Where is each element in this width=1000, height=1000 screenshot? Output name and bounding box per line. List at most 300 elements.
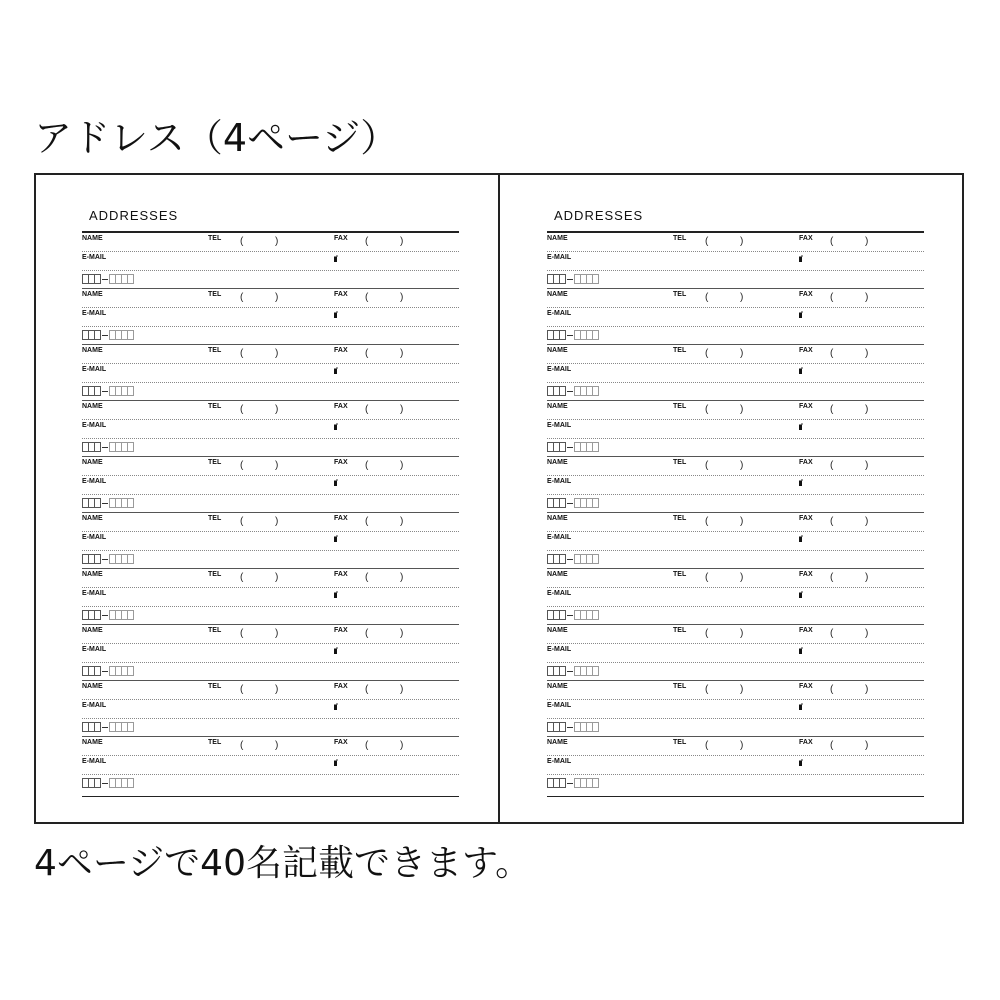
address-entry xyxy=(82,457,459,513)
tel-area-close: ) xyxy=(740,572,744,583)
address-entry xyxy=(82,289,459,345)
page-heading: アドレス（4ページ） xyxy=(34,116,399,160)
email-label: E-MAIL xyxy=(82,758,107,765)
email-label: E-MAIL xyxy=(547,422,572,429)
tel-area-open: ( xyxy=(705,404,709,415)
email-label: E-MAIL xyxy=(82,422,107,429)
tel-area-close: ) xyxy=(740,628,744,639)
address-entry xyxy=(547,457,924,513)
email-line xyxy=(547,270,924,271)
fax-area-open: ( xyxy=(365,740,369,751)
fax-label: FAX xyxy=(334,347,348,354)
postal-dash xyxy=(567,559,573,560)
bottom-rule xyxy=(82,796,459,797)
name-label: NAME xyxy=(82,403,103,410)
email-line xyxy=(82,774,459,775)
postal-box xyxy=(127,330,134,340)
postal-code-boxes xyxy=(82,273,133,285)
postal-box xyxy=(592,722,599,732)
fax-area-close: ) xyxy=(865,460,869,471)
fax-label: FAX xyxy=(334,291,348,298)
postal-box xyxy=(94,274,101,284)
tel-area-close: ) xyxy=(740,460,744,471)
address-entry xyxy=(82,401,459,457)
email-line xyxy=(82,326,459,327)
tel-area-close: ) xyxy=(740,516,744,527)
tel-area-open: ( xyxy=(705,292,709,303)
fax-area-open: ( xyxy=(365,628,369,639)
tel-area-open: ( xyxy=(705,572,709,583)
fax-label: FAX xyxy=(334,403,348,410)
address-entry xyxy=(547,233,924,289)
tel-area-close: ) xyxy=(275,348,279,359)
tel-area-open: ( xyxy=(705,236,709,247)
name-line xyxy=(82,363,459,364)
postal-code-boxes xyxy=(82,553,133,565)
name-line xyxy=(82,699,459,700)
postal-box xyxy=(127,610,134,620)
fax-area-open: ( xyxy=(830,740,834,751)
address-sheet xyxy=(82,231,459,797)
mobile-phone-icon xyxy=(334,591,338,598)
email-label: E-MAIL xyxy=(82,254,107,261)
fax-label: FAX xyxy=(799,459,813,466)
postal-code-boxes xyxy=(547,497,598,509)
mobile-phone-icon xyxy=(334,759,338,766)
fax-area-open: ( xyxy=(365,404,369,415)
name-line xyxy=(82,419,459,420)
mobile-phone-icon xyxy=(334,703,338,710)
postal-dash xyxy=(567,615,573,616)
email-label: E-MAIL xyxy=(547,534,572,541)
mobile-phone-icon xyxy=(334,423,338,430)
tel-area-open: ( xyxy=(705,460,709,471)
tel-label: TEL xyxy=(208,571,222,578)
email-label: E-MAIL xyxy=(82,310,107,317)
address-entry xyxy=(547,513,924,569)
address-entry xyxy=(547,681,924,737)
fax-label: FAX xyxy=(334,683,348,690)
postal-box xyxy=(559,610,566,620)
tel-area-open: ( xyxy=(705,628,709,639)
postal-box xyxy=(592,330,599,340)
postal-box xyxy=(592,386,599,396)
email-line xyxy=(547,326,924,327)
email-label: E-MAIL xyxy=(82,534,107,541)
name-label: NAME xyxy=(547,739,568,746)
name-label: NAME xyxy=(547,403,568,410)
postal-box xyxy=(127,554,134,564)
fax-label: FAX xyxy=(799,291,813,298)
email-label: E-MAIL xyxy=(547,478,572,485)
tel-area-close: ) xyxy=(740,684,744,695)
postal-box xyxy=(559,386,566,396)
tel-area-open: ( xyxy=(240,516,244,527)
postal-code-boxes xyxy=(82,329,133,341)
name-label: NAME xyxy=(547,291,568,298)
tel-label: TEL xyxy=(673,235,687,242)
email-line xyxy=(547,382,924,383)
postal-box xyxy=(94,498,101,508)
name-line xyxy=(82,587,459,588)
tel-area-close: ) xyxy=(275,740,279,751)
tel-label: TEL xyxy=(673,459,687,466)
postal-code-boxes xyxy=(547,665,598,677)
mobile-phone-icon xyxy=(334,535,338,542)
tel-label: TEL xyxy=(673,683,687,690)
name-line xyxy=(547,251,924,252)
name-label: NAME xyxy=(82,291,103,298)
address-entry xyxy=(547,625,924,681)
address-entry xyxy=(82,513,459,569)
tel-area-close: ) xyxy=(275,628,279,639)
email-line xyxy=(547,662,924,663)
address-entry xyxy=(547,569,924,625)
name-line xyxy=(82,643,459,644)
center-fold xyxy=(498,173,500,824)
fax-area-close: ) xyxy=(865,628,869,639)
postal-box xyxy=(94,722,101,732)
tel-area-open: ( xyxy=(705,740,709,751)
email-label: E-MAIL xyxy=(547,254,572,261)
email-line xyxy=(82,382,459,383)
name-label: NAME xyxy=(547,515,568,522)
name-label: NAME xyxy=(82,235,103,242)
mobile-phone-icon xyxy=(799,703,803,710)
address-entry xyxy=(82,569,459,625)
caption-text: 4ページで40名記載できます。 xyxy=(34,843,532,884)
fax-area-close: ) xyxy=(400,292,404,303)
fax-area-open: ( xyxy=(365,348,369,359)
email-label: E-MAIL xyxy=(82,646,107,653)
postal-dash xyxy=(102,447,108,448)
tel-area-open: ( xyxy=(240,292,244,303)
tel-area-close: ) xyxy=(275,516,279,527)
postal-box xyxy=(94,386,101,396)
fax-area-open: ( xyxy=(830,404,834,415)
email-line xyxy=(82,494,459,495)
fax-area-open: ( xyxy=(830,292,834,303)
left-page xyxy=(36,175,501,822)
email-label: E-MAIL xyxy=(82,366,107,373)
fax-area-close: ) xyxy=(400,572,404,583)
mobile-phone-icon xyxy=(799,311,803,318)
postal-dash xyxy=(102,559,108,560)
fax-area-open: ( xyxy=(365,236,369,247)
postal-box xyxy=(94,554,101,564)
fax-area-close: ) xyxy=(400,628,404,639)
postal-code-boxes xyxy=(82,497,133,509)
email-label: E-MAIL xyxy=(547,310,572,317)
name-line xyxy=(547,419,924,420)
tel-label: TEL xyxy=(673,403,687,410)
tel-label: TEL xyxy=(673,291,687,298)
postal-dash xyxy=(567,727,573,728)
fax-label: FAX xyxy=(334,739,348,746)
fax-area-close: ) xyxy=(865,236,869,247)
postal-box xyxy=(127,442,134,452)
address-entry xyxy=(547,737,924,793)
email-line xyxy=(547,550,924,551)
postal-code-boxes xyxy=(82,721,133,733)
email-label: E-MAIL xyxy=(547,758,572,765)
address-entry xyxy=(547,289,924,345)
tel-area-open: ( xyxy=(240,348,244,359)
postal-dash xyxy=(102,615,108,616)
name-line xyxy=(82,307,459,308)
tel-area-close: ) xyxy=(740,236,744,247)
postal-dash xyxy=(567,447,573,448)
fax-area-open: ( xyxy=(830,572,834,583)
email-label: E-MAIL xyxy=(547,702,572,709)
postal-box xyxy=(592,610,599,620)
address-entry xyxy=(82,233,459,289)
bottom-rule xyxy=(547,796,924,797)
page-title: ADDRESSES xyxy=(89,208,179,223)
postal-code-boxes xyxy=(82,777,133,789)
fax-area-close: ) xyxy=(400,516,404,527)
fax-label: FAX xyxy=(799,515,813,522)
postal-code-boxes xyxy=(82,385,133,397)
mobile-phone-icon xyxy=(334,255,338,262)
name-label: NAME xyxy=(547,459,568,466)
postal-code-boxes xyxy=(547,609,598,621)
postal-box xyxy=(127,778,134,788)
postal-box xyxy=(592,666,599,676)
postal-dash xyxy=(567,783,573,784)
fax-area-close: ) xyxy=(865,740,869,751)
postal-box xyxy=(592,498,599,508)
email-line xyxy=(547,718,924,719)
tel-area-close: ) xyxy=(275,404,279,415)
fax-label: FAX xyxy=(334,627,348,634)
tel-area-open: ( xyxy=(240,404,244,415)
mobile-phone-icon xyxy=(334,479,338,486)
postal-box xyxy=(559,666,566,676)
fax-area-close: ) xyxy=(400,740,404,751)
postal-box xyxy=(94,330,101,340)
fax-area-close: ) xyxy=(400,460,404,471)
mobile-phone-icon xyxy=(334,311,338,318)
fax-area-close: ) xyxy=(865,572,869,583)
mobile-phone-icon xyxy=(799,423,803,430)
fax-area-open: ( xyxy=(830,628,834,639)
fax-area-close: ) xyxy=(400,404,404,415)
fax-area-close: ) xyxy=(400,684,404,695)
postal-box xyxy=(559,442,566,452)
postal-dash xyxy=(567,335,573,336)
email-line xyxy=(82,270,459,271)
fax-area-open: ( xyxy=(830,516,834,527)
email-line xyxy=(82,550,459,551)
name-line xyxy=(547,363,924,364)
tel-area-open: ( xyxy=(240,628,244,639)
email-line xyxy=(547,494,924,495)
fax-label: FAX xyxy=(799,235,813,242)
postal-code-boxes xyxy=(547,385,598,397)
tel-label: TEL xyxy=(673,739,687,746)
address-sheet xyxy=(547,231,924,797)
postal-code-boxes xyxy=(547,777,598,789)
fax-area-open: ( xyxy=(365,684,369,695)
fax-label: FAX xyxy=(334,235,348,242)
mobile-phone-icon xyxy=(334,367,338,374)
postal-dash xyxy=(102,335,108,336)
postal-box xyxy=(127,386,134,396)
tel-label: TEL xyxy=(208,627,222,634)
fax-area-open: ( xyxy=(830,460,834,471)
address-entry xyxy=(82,737,459,793)
name-label: NAME xyxy=(547,683,568,690)
postal-code-boxes xyxy=(547,441,598,453)
email-line xyxy=(82,718,459,719)
name-label: NAME xyxy=(547,627,568,634)
fax-label: FAX xyxy=(334,571,348,578)
postal-box xyxy=(559,498,566,508)
tel-label: TEL xyxy=(208,347,222,354)
postal-box xyxy=(592,442,599,452)
tel-area-close: ) xyxy=(275,684,279,695)
fax-label: FAX xyxy=(799,683,813,690)
tel-area-close: ) xyxy=(740,740,744,751)
postal-box xyxy=(127,274,134,284)
tel-area-close: ) xyxy=(740,292,744,303)
tel-area-open: ( xyxy=(240,460,244,471)
postal-box xyxy=(592,778,599,788)
mobile-phone-icon xyxy=(334,647,338,654)
postal-dash xyxy=(567,279,573,280)
tel-label: TEL xyxy=(208,739,222,746)
postal-box xyxy=(127,722,134,732)
tel-label: TEL xyxy=(208,515,222,522)
address-entry xyxy=(82,625,459,681)
email-label: E-MAIL xyxy=(82,590,107,597)
fax-area-open: ( xyxy=(830,236,834,247)
mobile-phone-icon xyxy=(799,479,803,486)
name-label: NAME xyxy=(547,235,568,242)
fax-area-close: ) xyxy=(865,348,869,359)
name-label: NAME xyxy=(82,515,103,522)
name-line xyxy=(547,587,924,588)
fax-label: FAX xyxy=(334,515,348,522)
right-page xyxy=(501,175,966,822)
email-label: E-MAIL xyxy=(82,478,107,485)
tel-label: TEL xyxy=(208,459,222,466)
postal-box xyxy=(559,330,566,340)
postal-box xyxy=(559,554,566,564)
fax-area-open: ( xyxy=(365,516,369,527)
postal-dash xyxy=(102,783,108,784)
fax-label: FAX xyxy=(799,739,813,746)
name-line xyxy=(82,251,459,252)
postal-code-boxes xyxy=(547,721,598,733)
postal-dash xyxy=(102,503,108,504)
name-line xyxy=(547,475,924,476)
email-label: E-MAIL xyxy=(547,366,572,373)
postal-code-boxes xyxy=(82,665,133,677)
fax-area-open: ( xyxy=(365,572,369,583)
name-label: NAME xyxy=(547,571,568,578)
fax-label: FAX xyxy=(799,403,813,410)
email-line xyxy=(82,662,459,663)
tel-area-open: ( xyxy=(705,516,709,527)
postal-box xyxy=(127,498,134,508)
postal-dash xyxy=(567,391,573,392)
tel-area-open: ( xyxy=(240,740,244,751)
email-label: E-MAIL xyxy=(547,646,572,653)
email-label: E-MAIL xyxy=(82,702,107,709)
name-line xyxy=(547,643,924,644)
tel-label: TEL xyxy=(673,347,687,354)
mobile-phone-icon xyxy=(799,535,803,542)
tel-area-close: ) xyxy=(740,348,744,359)
tel-area-close: ) xyxy=(275,292,279,303)
postal-code-boxes xyxy=(547,329,598,341)
postal-dash xyxy=(102,391,108,392)
fax-label: FAX xyxy=(799,571,813,578)
fax-area-close: ) xyxy=(865,292,869,303)
name-line xyxy=(547,699,924,700)
name-label: NAME xyxy=(547,347,568,354)
postal-box xyxy=(559,274,566,284)
tel-area-close: ) xyxy=(275,572,279,583)
name-line xyxy=(82,531,459,532)
name-label: NAME xyxy=(82,347,103,354)
postal-dash xyxy=(102,727,108,728)
tel-area-close: ) xyxy=(275,236,279,247)
tel-area-close: ) xyxy=(740,404,744,415)
tel-label: TEL xyxy=(208,235,222,242)
tel-label: TEL xyxy=(673,515,687,522)
postal-box xyxy=(592,554,599,564)
fax-label: FAX xyxy=(799,347,813,354)
fax-area-open: ( xyxy=(830,348,834,359)
mobile-phone-icon xyxy=(799,591,803,598)
postal-box xyxy=(94,442,101,452)
postal-box xyxy=(94,610,101,620)
address-entry xyxy=(82,681,459,737)
postal-box xyxy=(559,722,566,732)
postal-code-boxes xyxy=(82,609,133,621)
page-title: ADDRESSES xyxy=(554,208,644,223)
email-line xyxy=(82,606,459,607)
name-line xyxy=(82,755,459,756)
fax-area-close: ) xyxy=(865,684,869,695)
postal-box xyxy=(94,666,101,676)
tel-area-open: ( xyxy=(705,348,709,359)
tel-label: TEL xyxy=(673,571,687,578)
email-line xyxy=(547,774,924,775)
postal-code-boxes xyxy=(82,441,133,453)
postal-dash xyxy=(567,671,573,672)
tel-label: TEL xyxy=(673,627,687,634)
tel-area-open: ( xyxy=(240,236,244,247)
name-line xyxy=(547,531,924,532)
postal-code-boxes xyxy=(547,273,598,285)
name-label: NAME xyxy=(82,683,103,690)
mobile-phone-icon xyxy=(799,367,803,374)
name-label: NAME xyxy=(82,571,103,578)
fax-label: FAX xyxy=(334,459,348,466)
name-label: NAME xyxy=(82,739,103,746)
email-line xyxy=(82,438,459,439)
fax-area-close: ) xyxy=(400,236,404,247)
postal-box xyxy=(592,274,599,284)
fax-area-close: ) xyxy=(865,404,869,415)
mobile-phone-icon xyxy=(799,759,803,766)
fax-label: FAX xyxy=(799,627,813,634)
tel-label: TEL xyxy=(208,403,222,410)
